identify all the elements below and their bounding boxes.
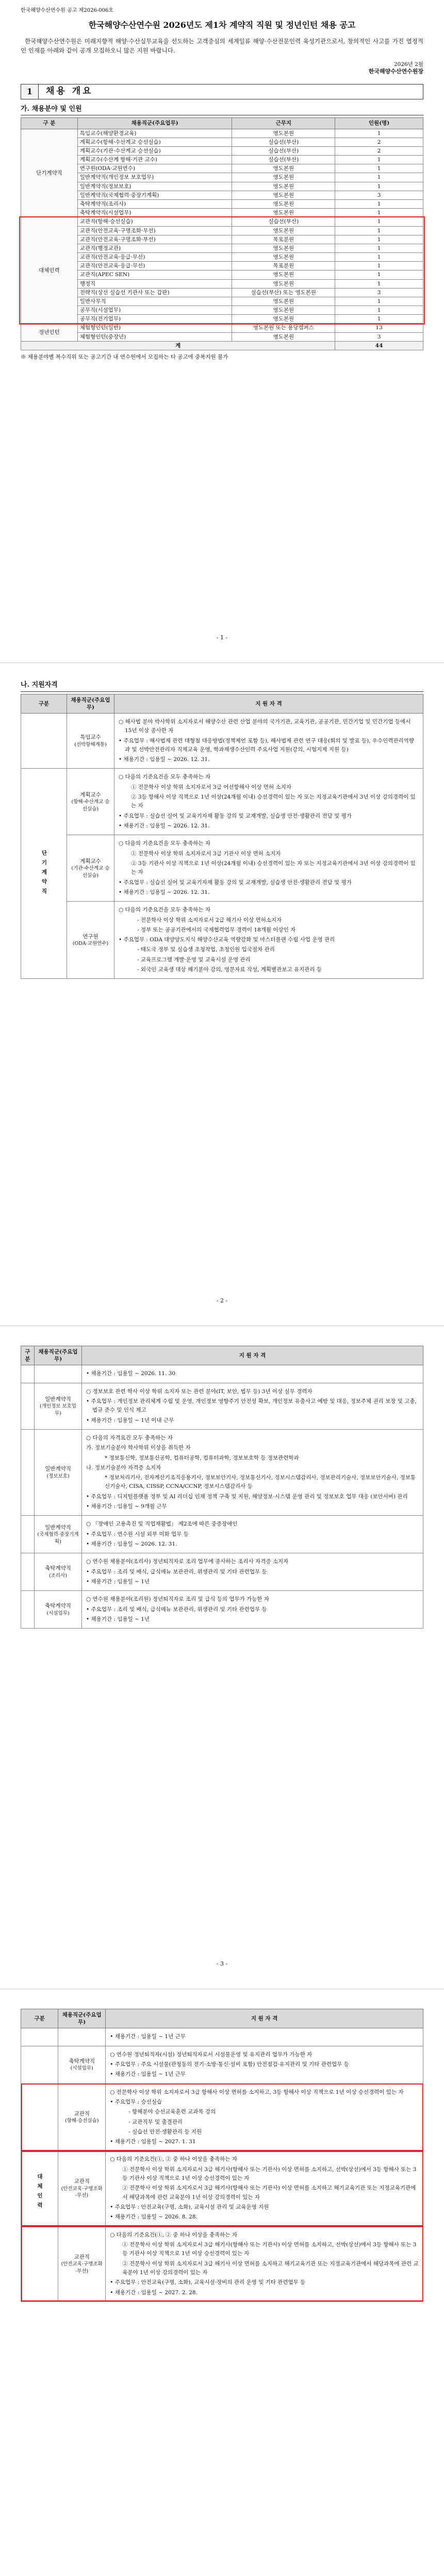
qualification-line: • 채용기간 : 임용일 ~ 9개월 근무: [86, 1503, 167, 1510]
table-row: [21, 288, 423, 297]
job-sub: (선박항해계통): [74, 741, 107, 748]
qualification-line: - 정부 또는 공공기관에서의 국제협력업무 경력이 18개월 이상인 자: [137, 926, 296, 933]
table-header-row: [21, 2009, 423, 2028]
job-sub: (ODA·교원연수): [72, 941, 109, 947]
count-cell: 2: [335, 146, 423, 155]
job-name: 계획교수: [80, 791, 101, 798]
qualification-table-p3: [21, 2009, 423, 2302]
header-category: 구분: [21, 1346, 35, 1365]
table-row: [21, 1516, 423, 1553]
qualification-cell: [106, 2028, 423, 2046]
table-row: [21, 2046, 423, 2083]
table-row: [21, 1365, 423, 1383]
job-name: 축탁계약직: [69, 2058, 95, 2064]
qualification-line: • 채용기간 : 임용일 ~ 2026. 11. 30: [86, 1370, 176, 1377]
job-name: 교관직: [74, 2178, 90, 2185]
qualification-line: • 주요업무 : 실습선 실어 및 교육기자재 활동 강의 및 교재개발, 실습생 안전·생활관리 전담 및 평가: [118, 812, 352, 819]
count-cell: 1: [335, 156, 423, 164]
table-row: [21, 217, 423, 226]
qualification-line: • 채용기간 : 임용일 ~ 1년 근무: [110, 2033, 186, 2040]
header-count: 인원(명): [335, 118, 423, 129]
table-row: [21, 164, 423, 173]
header-category: 구 분: [21, 118, 78, 129]
qualification-line: * 정보통신학, 정보통신공학, 컴퓨터공학, 컴퓨터과학, 정보보호학 등 정보관련학과: [105, 1454, 299, 1461]
location-cell: 목포분원: [232, 235, 335, 244]
qualification-line: • 채용기간 : 임용일 ~ 2027. 2. 28.: [110, 2289, 198, 2296]
qualification-cell: [114, 835, 423, 902]
qualification-line: - 전문학사 이상 학위 소지자로서 2급 해기사 이상 면허소지자: [137, 917, 282, 923]
job-cell: 공무직(전기업무): [77, 315, 232, 324]
category-cell: [21, 1429, 35, 1516]
job-cell: 공무직(시설업무): [77, 306, 232, 315]
table-row: [21, 2083, 423, 2151]
job-cell: 전략직(상선 실습선 기관사 또는 갑판): [77, 288, 232, 297]
job-cell: 교관직(안전교육·구명조화·부선): [77, 235, 232, 244]
category-cell: [21, 2028, 58, 2046]
page-1: [0, 0, 444, 663]
header-location: 근무지: [232, 118, 335, 129]
qualification-line: • 채용기간 : 임용일 ~ 1년: [86, 1578, 150, 1585]
page-number: - 1 -: [216, 634, 228, 641]
category-cell: 정년인턴: [21, 324, 78, 341]
job-cell: [67, 769, 114, 835]
qualification-body-p1: [21, 713, 423, 979]
recruitment-table-body: [21, 129, 423, 350]
qualification-line: • 주요업무 : ODA 대양양도지식 해양수산교육 역량강화 및 마스터플랜 수립 사업 운영 관리: [118, 937, 335, 943]
count-cell: 1: [335, 173, 423, 182]
job-cell: [35, 1591, 82, 1629]
table-header-row: [21, 118, 423, 129]
category-cell: [21, 1591, 35, 1629]
location-cell: 실습선(부산): [232, 146, 335, 155]
count-cell: 1: [335, 244, 423, 252]
count-cell: 1: [335, 270, 423, 279]
qualification-line: ○ 다음의 기준요건을 모두 충족하는 자: [118, 774, 210, 781]
qualification-line: • 채용기간 : 임용일 ~ 2026. 12. 31.: [86, 1541, 177, 1548]
job-cell: [67, 835, 114, 902]
qualification-line: ○ 정보보호 관련 학사 이상 학위 소지자 또는 관련 분야(IT, 보안, 법무 등) 3년 이상 실무 경력자: [86, 1388, 313, 1395]
count-cell: 2: [335, 138, 423, 146]
total-row: [21, 341, 423, 350]
job-sub: (국제협력·중장기계획): [37, 1532, 79, 1545]
qualification-line: - 교육프로그램 개발·운영 및 교육시설 운영 관리: [137, 956, 251, 963]
count-cell: 1: [335, 129, 423, 138]
qualification-line: ○ 전문학사 이상 학위 소지자로서 3급 항해사 이상 면허를 소지하고, 3등 항해사 이상 직책으로 1년 이상 승선경력이 있는 자: [110, 2089, 404, 2095]
job-sub: (개인정보 보호업무): [40, 1403, 76, 1416]
job-sub: (안전교육·구명조화·무선): [61, 2186, 103, 2199]
table-row: [21, 199, 423, 208]
qualification-cell: [106, 2151, 423, 2226]
qualification-line: • 주요업무 : 조리 및 배식, 급식메뉴 보관관리, 위생관리 및 기타 관련업무 등: [86, 1606, 267, 1613]
qualification-line: ○ 다음의 자격요건 모두 충족하는 자: [86, 1434, 173, 1441]
section-title: 채용 개요: [46, 86, 93, 97]
qualification-line: ① 전문학사 이상 학위 소지자로서 3급 어선항해사 이상 면허 소지자: [130, 784, 291, 790]
table-row: [21, 1383, 423, 1429]
count-cell: 1: [335, 262, 423, 270]
count-cell: 1: [335, 297, 423, 306]
job-sub: (기관·수산계교 승선실습): [71, 866, 110, 878]
job-cell: [35, 1383, 82, 1429]
qualification-line: • 주요업무 : 실습선 실어 및 교육기자재 활동 강의 및 교재개발, 실습생 안전·생활관리 전담 및 평가: [118, 879, 352, 886]
job-cell: 체험형인턴(중장년): [77, 332, 232, 341]
location-cell: 영도본원: [232, 199, 335, 208]
qualification-cell: [82, 1591, 423, 1629]
job-name: 교관직: [74, 2253, 90, 2260]
category-cell: [21, 1365, 35, 1383]
qualification-cell: [114, 902, 423, 979]
qualification-line: - 항해분야 승선교육훈련 교과목 강의: [128, 2109, 216, 2115]
qualification-line: ② 3등 기관사 이상 직책으로 1년 이상(24개월 이내) 승선경력이 있는 자 또는 지정교육기관에서 3년 이상 강의경력이 있는 자: [130, 860, 416, 876]
header-category: 구분: [21, 2009, 58, 2028]
recruitment-table-wrapper: [21, 117, 423, 350]
table-row: [21, 235, 423, 244]
count-cell: 1: [335, 209, 423, 217]
qualification-line: • 채용기간 : 임용일 ~ 1년 이내 근무: [86, 1417, 174, 1423]
category-cell: 단기계약직: [21, 129, 78, 217]
qualification-line: • 주요업무 : 안전교육(구명, 소화), 교육시설·장비의 관리 운영 및 기타 관련업무 등: [110, 2279, 306, 2286]
duplicate-application-note: ※ 채용분야별 복수직위 또는 공고기간 내 연수원에서 모집하는 타 공고에 중복지원 불가: [21, 353, 228, 360]
job-cell: [35, 1429, 82, 1516]
job-cell: [35, 1553, 82, 1591]
location-cell: 영도본원: [232, 244, 335, 252]
category-cell: [21, 1383, 35, 1429]
job-cell: 일반사무직: [77, 297, 232, 306]
location-cell: 실습선(부산) 또는 영도본원: [232, 288, 335, 297]
qualification-line: - 외국인 교육생 대상 해기분야 강의, 영문자료 작성, 계획별관보고 유지관리 등: [137, 967, 322, 973]
job-name: 축탁계약직: [45, 1603, 71, 1609]
location-cell: 영도본원: [232, 182, 335, 191]
job-cell: 교관직(행정교관): [77, 244, 232, 252]
recruitment-table-subtitle: 가. 채용분야 및 인원: [21, 105, 423, 116]
count-cell: 1: [335, 315, 423, 324]
location-cell: 목포분원: [232, 262, 335, 270]
qualification-line: ② 3등 항해사 이상 직책으로 1년 이상(24개월 이내) 승선경력이 있는 자 또는 지정교육기관에서 3년 이상 강의경력이 있는 자: [130, 794, 416, 809]
location-cell: 실습선(부산): [232, 156, 335, 164]
qualification-line: • 주요업무 : 개인정보 관리체계 수립 및 운영, 개인정보 영향주기 안전성 확보, 개인정보 유출사고 예방 및 대응, 정보주체 권리 보장 및 고충, 법규 준수 및 인식 제고: [86, 1398, 417, 1414]
qualification-line: ○ 연수원 채용분야(조리사) 정년퇴직자로 조리 업무에 종사하는 조리사 자격증 소지자: [86, 1558, 289, 1565]
qualification-line: ○ 『장애인 고용촉진 및 직업재활법』 제2조에 따른 중증장애인: [86, 1521, 238, 1528]
section-number: 1: [21, 84, 39, 99]
job-cell: 교관직(APEC SEN): [77, 270, 232, 279]
qualification-line: • 주요업무 : 해사법제 관련 대형첨 대응방법(정책제언 포함 등), 해사법제 관련 연구 대응(회의 및 발표 등), 우수인력관리역량과 및 선박안전관리자 직제교육 운영, 학과재생수산인력 주요사업 지원(강의, 시험지제 지원 등): [118, 737, 415, 753]
qualification-line: • 주요업무 : 주요 시설물(관청동의 전기·소방·통신·설비 포함) 안전점검·유지관리 및 기타 관련업무 등: [110, 2061, 349, 2067]
qualification-line: * 정보처리기사, 전자계산기조직응용기사, 정보보안기사, 정보통신기사, 정보시스템감리사, 정보관리기술사, 정보보안기술사, 정보통신기술사, CISA, CISSP, CCNA/CCNP, 정보시스템감리사 등: [105, 1475, 416, 1490]
table-row: [21, 129, 423, 138]
table-row: [21, 209, 423, 217]
table-row: [21, 279, 423, 288]
qualification-cell: [114, 713, 423, 769]
section-1-heading: [21, 84, 423, 99]
category-cell: [21, 1516, 35, 1553]
announcement-date: 2026년 2월: [393, 61, 423, 67]
qualification-line: • 주요업무 : 조리 및 배식, 급식메뉴 보관관리, 위생관리 및 기타 관련업무 등: [86, 1568, 267, 1575]
qualification-line: ○ 해사법 분야 박사학위 소지자로서 해양수산 관련 산업 분야의 국가기관, 교육기관, 공공기관, 민간기업 및 민간기업 등에서 15년 이상 종사한 자: [118, 718, 411, 734]
location-cell: 영도본원: [232, 332, 335, 341]
qualification-cell: [106, 2226, 423, 2301]
location-cell: 영도본원: [232, 279, 335, 288]
count-cell: 1: [335, 253, 423, 262]
table-row: [21, 1429, 423, 1516]
job-cell: 일반계약직(개인정보 보호업무): [77, 173, 232, 182]
qualification-cell: [114, 769, 423, 835]
job-name: 일반계약직: [45, 1466, 71, 1472]
table-row: [21, 191, 423, 199]
job-sub: (정보보호): [46, 1473, 70, 1479]
issuing-organization: 한국해양수산연수원장: [368, 68, 423, 75]
qualification-line: ① 전문학사 이상 학위 소지자로서 3급 해기사(항해사 또는 기관사) 이상 면허를 소지하고, 선박(상선)에서 3등 항해사 또는 3등 기관사 이상 직책으로 1년 이상 승선경력이 있는 자: [122, 2166, 417, 2182]
location-cell: 영도본원: [232, 191, 335, 199]
location-cell: 영도본원: [232, 129, 335, 138]
qualification-cell: [82, 1365, 423, 1383]
table-row: [21, 902, 423, 979]
page-number: - 2 -: [216, 1297, 228, 1304]
count-cell: 1: [335, 182, 423, 191]
job-sub: (항해·승선실습): [64, 2118, 99, 2124]
job-name: 축탁계약직: [45, 1565, 71, 1572]
job-sub: (시설업무): [70, 2065, 93, 2072]
qualification-line: • 채용기간 : 임용일 ~ 1년: [86, 1616, 150, 1622]
table-row: [21, 156, 423, 164]
location-cell: 영도본원: [232, 209, 335, 217]
table-row: [21, 324, 423, 332]
header-job: 채용직군(주요업무): [67, 694, 114, 713]
job-cell: [58, 2083, 106, 2151]
qualification-line: ② 전문학사 이상 학위 소지자로서 3급 해기사 이상 면허를 소지하고 해기교육기관 또는 지정교육기관에서 해당과목에 관련 교육분야 1년 이상 강의경력이 있는 자: [122, 2260, 419, 2276]
table-row: [21, 2028, 423, 2046]
table-row: [21, 253, 423, 262]
qualification-line: ○ 연수원 정년퇴직자(시설) 정년퇴직자로서 시설물운영 및 유지관리 업무가 가능한 자: [110, 2051, 313, 2058]
category-cell: 단기계약직: [21, 769, 67, 979]
job-cell: 특임교수(해양환경교육): [77, 129, 232, 138]
job-cell: 교관직(항해·승선실습): [77, 217, 232, 226]
category-cell: 대체인력: [21, 2083, 58, 2301]
table-row: [21, 1553, 423, 1591]
location-cell: 영도본원: [232, 226, 335, 235]
job-cell: 계획교수(기관·수산계교 승선실습): [77, 146, 232, 155]
location-cell: 영도본원: [232, 270, 335, 279]
category-cell: [21, 1553, 35, 1591]
qualification-cell: [106, 2046, 423, 2083]
table-row: [21, 306, 423, 315]
qualification-line: • 채용기간 : 임용일 ~ 2026. 12. 31.: [118, 823, 210, 829]
table-row: [21, 769, 423, 835]
page-number: - 3 -: [216, 1960, 228, 1968]
job-sub: (안전교육·구명조화·부선): [61, 2261, 103, 2274]
header-job: 채용직군(주요업무): [58, 2009, 106, 2028]
job-cell: [58, 2151, 106, 2226]
qualification-line: • 주요업무 : 디지털플랫폼 정부 및 AI 리더십 인재 정책 구축 및 지원, 해양정보·시스템 운영 관리 및 정보보호 업무 대응 (보안서버) 관리: [86, 1493, 408, 1500]
qualification-line: • 채용기간 : 임용일 ~ 2027. 1. 31: [110, 2139, 196, 2145]
job-cell: 교관직(안전교육·응급·무선): [77, 253, 232, 262]
job-cell: 축탁계약직(조리사): [77, 199, 232, 208]
count-cell: 1: [335, 217, 423, 226]
job-sub: (항해·수산계교 승선실습): [71, 799, 110, 812]
table-row: [21, 173, 423, 182]
page-2: [0, 663, 444, 1326]
job-cell: 계획교수(수산계 항해·기관 교수): [77, 156, 232, 164]
location-cell: 영도본원 또는 용당캠퍼스: [232, 324, 335, 332]
location-cell: 실습선(부산): [232, 217, 335, 226]
table-row: [21, 244, 423, 252]
job-sub: (시설업무): [46, 1610, 70, 1616]
qualification-line: - 태도국 정부 및 실습생 초청착업, 초청인원 입국절차 관리: [137, 946, 275, 953]
count-cell: 1: [335, 235, 423, 244]
qualification-line: • 주요업무 : 연수원 시설 외부 미화 업무 등: [86, 1531, 189, 1537]
count-cell: 1: [335, 279, 423, 288]
job-cell: 일반계약직(정보보호): [77, 182, 232, 191]
count-cell: 3: [335, 332, 423, 341]
table-row: [21, 2226, 423, 2301]
notice-number: 한국해양수산연수원 공고 제2026-006호: [21, 8, 113, 13]
qualification-body-p3: [21, 2028, 423, 2302]
job-cell: 행정직: [77, 279, 232, 288]
qualification-line: ○ 다음의 기준요건(①, ② 중 하나 이상을 충족하는 자: [110, 2156, 238, 2163]
header-job: 채용직군(주요업무): [35, 1346, 82, 1365]
header-qualification: 지 원 자 격: [106, 2009, 423, 2028]
intro-paragraph: 한국해양수산연수원은 미래지향적 해양·수산실무교육을 선도하는 고객중심의 세계일류 해양·수산전문인력 육성기관으로서, 창의적인 사고를 가진 열정적인 인재를 아래와 같이 공개 모집하오니 많은 지원 바랍니다.: [21, 38, 423, 55]
qualification-cell: [82, 1553, 423, 1591]
job-cell: 연구원(ODA·교원연수): [77, 164, 232, 173]
qualification-line: - 실습선 안전·생활관리 등 지원: [128, 2128, 202, 2135]
table-row: [21, 315, 423, 324]
qualification-cell: [82, 1383, 423, 1429]
header-qualification: 지 원 자 격: [82, 1346, 423, 1365]
job-cell: [35, 1516, 82, 1553]
qualification-table-p1: [21, 694, 423, 979]
count-cell: 1: [335, 164, 423, 173]
job-cell: 계획교수(항해·수산계교 승선실습): [77, 138, 232, 146]
table-row: [21, 146, 423, 155]
location-cell: 영도본원: [232, 253, 335, 262]
table-row: [21, 1591, 423, 1629]
category-cell: 대체인력: [21, 217, 78, 324]
count-cell: 1: [335, 306, 423, 315]
job-cell: [67, 902, 114, 979]
job-cell: [35, 1365, 82, 1383]
count-cell: 3: [335, 191, 423, 199]
job-name: 교관직: [74, 2110, 90, 2117]
location-cell: 영도본원: [232, 164, 335, 173]
qualification-line: • 채용기간 : 임용일 ~ 1년 근무: [110, 2071, 186, 2078]
table-header-row: [21, 1346, 423, 1365]
table-row: [21, 262, 423, 270]
job-cell: 일반계약직(국제협력·중장기계획): [77, 191, 232, 199]
qualification-cell: [82, 1516, 423, 1553]
job-name: 일반계약직: [45, 1524, 71, 1531]
qualification-body-p2: [21, 1365, 423, 1629]
location-cell: 영도본원: [232, 315, 335, 324]
table-row: [21, 713, 423, 769]
qualification-table-subtitle: 나. 지원자격: [21, 681, 423, 692]
table-row: [21, 332, 423, 341]
job-cell: [58, 2028, 106, 2046]
qualification-line: • 채용기간 : 임용일 ~ 2026. 12. 31.: [118, 756, 210, 763]
location-cell: 영도본원: [232, 306, 335, 315]
qualification-line: • 주요업무 : 승선실습: [110, 2098, 162, 2105]
job-cell: [67, 713, 114, 769]
table-row: [21, 835, 423, 902]
qualification-line: 나. 정보기술분야 자격증 소지자: [86, 1464, 161, 1471]
job-cell: [58, 2226, 106, 2301]
category-cell: [21, 2046, 58, 2083]
header-job: 채용직군(주요업무): [77, 118, 232, 129]
qualification-line: ② 전문학사 이상 학위 소지자로서 3급 해기사(항해사 또는 기관사) 이상 면허를 소지하고 해기교육기관 또는 지정교육기관에서 해당과목에 관련 교육분야 1년 이상 강의경력이 있는 자: [122, 2185, 416, 2200]
qualification-line: • 채용기간 : 임용일 ~ 2026. 12. 31.: [118, 889, 210, 895]
recruitment-table: [21, 117, 423, 350]
job-name: 연구원: [83, 933, 98, 940]
table-row: [21, 226, 423, 235]
location-cell: 실습선(부산): [232, 138, 335, 146]
table-row: [21, 2151, 423, 2226]
qualification-line: ○ 다음의 기준요건을 모두 충족하는 자: [118, 907, 210, 913]
qualification-line: • 주요업무 : 안전교육(구명, 소화), 교육시설 관리 및 교육운영 지원: [110, 2204, 269, 2211]
qualification-cell: [106, 2083, 423, 2151]
table-row: [21, 297, 423, 306]
qualification-line: ○ 연수원 채용분야(조리원) 정년퇴직자로 조리 및 급식 등의 업무가 가능한 자: [86, 1596, 270, 1603]
location-cell: 영도본원: [232, 297, 335, 306]
category-cell: [21, 713, 67, 769]
qualification-line: ○ 다음의 기준요건(①, ② 중 하나 이상을 충족하는 자: [110, 2231, 238, 2238]
qualification-line: 가. 정보기술분야 학사학위 이상을 취득한 자: [86, 1445, 191, 1451]
page-4: [0, 1989, 444, 2576]
table-row: [21, 138, 423, 146]
table-row: [21, 182, 423, 191]
job-cell: 교관직(안전교육·구명조화·무선): [77, 226, 232, 235]
job-cell: [58, 2046, 106, 2083]
header-qualification: 지 원 자 격: [114, 694, 423, 713]
table-row: [21, 270, 423, 279]
count-cell: 3: [335, 288, 423, 297]
qualification-line: ① 전문학사 이상 학위 소지자로서 3급 기관사 이상 면허 소지자: [130, 850, 281, 857]
job-cell: 교관직(안전교육·응급·무선): [77, 262, 232, 270]
count-cell: 13: [335, 324, 423, 332]
job-name: 일반계약직: [45, 1396, 71, 1402]
job-cell: 축탁계약직(시설업무): [77, 209, 232, 217]
count-cell: 1: [335, 199, 423, 208]
document-title: 한국해양수산연수원 2026년도 제1차 계약직 직원 및 정년인턴 채용 공고: [88, 20, 356, 30]
table-header-row: [21, 694, 423, 713]
qualification-table-p2: [21, 1346, 423, 1629]
job-sub: (조리사): [49, 1573, 67, 1579]
page-3: [0, 1326, 444, 1989]
qualification-line: - 교관직무 및 출결관리: [128, 2119, 183, 2125]
total-label: 계: [21, 341, 335, 350]
location-cell: 영도본원: [232, 173, 335, 182]
qualification-line: • 채용기간 : 임용일 ~ 2026. 8. 28.: [110, 2214, 198, 2221]
header-category: 구분: [21, 694, 67, 713]
qualification-line: ① 전문학사 이상 학위 소지자로서 3급 해기사(항해사 또는 기관사) 이상 면허를 소지하고, 선박(상선)에서 3등 항해사 또는 3등 기관사 이상 직책으로 1년 이상 승선경력이 있는 자: [122, 2241, 417, 2257]
job-name: 계획교수: [80, 858, 101, 865]
job-name: 특임교수: [80, 734, 101, 741]
count-cell: 1: [335, 226, 423, 235]
job-cell: 체험형인턴(일반): [77, 324, 232, 332]
total-value: 44: [335, 341, 423, 350]
qualification-line: ○ 다음의 기준요건을 모두 충족하는 자: [118, 840, 210, 847]
qualification-cell: [82, 1429, 423, 1516]
